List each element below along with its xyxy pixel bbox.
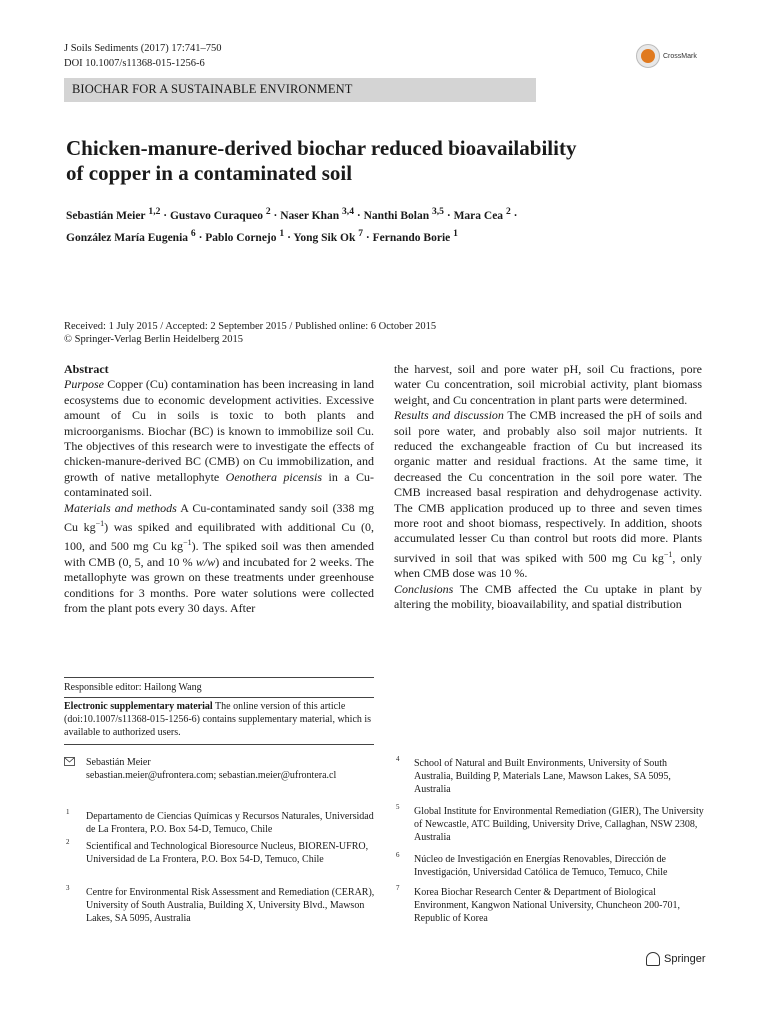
author-affiliation-ref: 2 — [505, 206, 511, 217]
purpose-end: in a Cu-contaminated soil. — [64, 469, 374, 500]
methods-text-a: A Cu-contaminated sandy soil (338 mg Cu kg — [64, 500, 374, 535]
abstract-methods-continued: the harvest, soil and pore water pH, soil Cu fractions, pore water Cu concentration, soil microbial activity, plant biomass weight, and Cu concentration in plant parts were determined. — [394, 362, 702, 407]
abstract-purpose — [64, 377, 374, 500]
author-affiliation-ref: 6 — [190, 227, 196, 239]
esm-text: The online version of this article (doi:10.1007/s11368-015-1256-6) contains supplementary material, which is available to authorized users. — [64, 701, 372, 738]
author-name[interactable]: Fernando Borie — [372, 231, 451, 244]
author-affiliation-ref: 1 — [453, 227, 458, 239]
corresponding-author — [86, 756, 386, 782]
author-name[interactable]: Sebastián Meier — [66, 209, 146, 222]
author-name[interactable]: Yong Sik Ok — [293, 231, 356, 244]
affiliation-number: 3 — [66, 884, 70, 892]
affiliation-number: 1 — [66, 808, 70, 816]
abstract-conclusions — [394, 582, 702, 613]
affiliation-text: Núcleo de Investigación en Energías Renovables, Dirección de Investigación, Universidad Católica de Temuco, Temuco, Chile — [414, 854, 668, 878]
affiliation-number: 7 — [396, 884, 400, 892]
abstract-column-2 — [394, 362, 702, 613]
author-name[interactable]: Pablo Cornejo — [205, 231, 277, 244]
footnote-rule-bottom — [64, 744, 374, 745]
copyright: © Springer-Verlag Berlin Heidelberg 2015 — [64, 334, 244, 345]
affiliation-text: Scientifical and Technological Bioresource Nucleus, BIOREN-UFRO, Universidad de La Frontera, P.O. Box 54-D, Temuco, Chile — [86, 841, 369, 865]
springer-horse-icon — [646, 952, 660, 966]
superscript-minus-one: −1 — [183, 538, 192, 548]
conclusions-label: Conclusions — [394, 581, 454, 596]
footnote-rule-top — [64, 677, 374, 678]
species-name: Oenothera picensis — [225, 469, 323, 484]
publisher-name: Springer — [664, 953, 706, 965]
author-affiliation-ref: 2 — [265, 206, 271, 217]
publisher-logo — [646, 952, 706, 966]
history-dates: Received: 1 July 2015 / Accepted: 2 September 2015 / Published online: 6 October 2015 — [64, 321, 437, 332]
author-affiliation-ref: 3,5 — [431, 206, 444, 217]
author-name[interactable]: Mara Cea — [453, 209, 504, 222]
purpose-label: Purpose — [64, 377, 104, 392]
affiliation-text: Global Institute for Environmental Remediation (GIER), The University of Newcastle, ATC Building, University Drive, Callaghan, NSW 2308, Australia — [414, 806, 704, 843]
author-affiliation-ref: 1,2 — [148, 206, 161, 217]
methods-ww: w/w — [195, 554, 216, 569]
title-line-2: of copper in a contaminated soil — [66, 161, 353, 185]
article-title — [66, 136, 686, 186]
electronic-supplementary-material — [64, 700, 374, 739]
author-affiliation-ref: 7 — [358, 227, 364, 239]
author-line-2: González María Eugenia $^6$ · Pablo Cornejo $^1$ · Yong Sik Ok $^7$ · Fernando Borie $^1$ — [66, 227, 458, 244]
affiliation-number: 4 — [396, 755, 400, 763]
purpose-text: Copper (Cu) contamination has been increasing in land ecosystems due to economic development activities. Excessive amount of Cu in soils is toxic to both plants and microorganisms. Biochar (BC) is known to immobilize soil Cu. The objectives of this research were to investigate the effects of chicken-manure-derived BC (CMB) on Cu immobilization, and growth of native metallophyte — [64, 377, 374, 484]
results-label: Results and discussion — [394, 408, 504, 423]
crossmark-icon — [636, 44, 660, 68]
superscript-minus-one: −1 — [95, 519, 105, 529]
journal-citation: J Soils Sediments (2017) 17:741–750 — [64, 43, 222, 54]
esm-label: Electronic supplementary material — [64, 701, 213, 712]
author-name[interactable]: Nanthi Bolan — [363, 209, 430, 222]
publication-dates — [64, 320, 436, 346]
methods-label: Materials and methods — [64, 500, 177, 515]
affiliation-number: 6 — [396, 851, 400, 859]
crossmark-badge[interactable] — [636, 44, 697, 68]
methods-text-c: ). The spiked soil was then amended with CMB (0, 5, and 10 % — [64, 539, 374, 569]
affiliation-text: Centre for Environmental Risk Assessment and Remediation (CERAR), University of South Australia, Building X, University Blvd., Mawson Lakes, SA 5095, Australia — [86, 887, 375, 924]
corresponding-author-name: Sebastián Meier — [86, 757, 151, 768]
affiliation-text: Departamento de Ciencias Químicas y Recursos Naturales, Universidad de La Frontera, P.O. Box 54-D, Temuco, Chile — [86, 811, 374, 835]
methods-text-b: ) was spiked and equilibrated with additional Cu (0, 100, and 500 mg Cu kg — [64, 520, 374, 554]
author-name[interactable]: Naser Khan — [280, 209, 340, 222]
abstract-heading: Abstract — [64, 362, 109, 376]
author-name[interactable]: González María Eugenia — [66, 231, 189, 244]
affiliation-number: 2 — [66, 838, 70, 846]
author-affiliation-ref: 1 — [279, 227, 285, 239]
results-text-a: The CMB increased the pH of soils and soil pore water, and probably also soil major nutrients. It reduced the exchangeable fraction of Cu but increased its organic matter and residual fractions. At the same time, it decreased the Cu concentration in the soil pore water. The CMB increased basal respiration and dehydrogenase activity. The CMB application produced up to three and seven times more root and shoot biomass, respectively. In addition, shoots accumulated lesser Cu than control but roots did more. Plants survived in soil that was spiked with 500 mg Cu kg — [394, 408, 703, 565]
author-affiliation-ref: 3,4 — [342, 206, 354, 217]
superscript-minus-one: −1 — [663, 549, 673, 559]
corresponding-author-email[interactable]: sebastian.meier@ufrontera.com; sebastian.meier@ufrontera.cl — [86, 770, 337, 781]
author-line-1: Sebastián Meier $^{1,2}$ · Gustavo Curaqueo $^2$ · Naser Khan $^{3,4}$ · Nanthi Bolan $^{3,5}$ · Mara Cea $^2$ · — [66, 206, 518, 222]
author-name[interactable]: Gustavo Curaqueo — [169, 209, 263, 222]
results-text-b: , only when CMB dose was 10 %. — [394, 550, 702, 581]
footnote-rule-middle — [64, 697, 374, 698]
affiliation-text: School of Natural and Built Environments, University of South Australia, Building P, Materials Lane, Mawson Lakes, SA 5095, Australia — [414, 758, 671, 795]
methods-text-d: ) and incubated for 2 weeks. The metallophyte was grown on these treatments under greenhouse conditions for 3 months. Pore water solutions were collected from the plant pots every 30 days. After — [64, 554, 375, 616]
responsible-editor: Responsible editor: Hailong Wang — [64, 682, 202, 693]
doi[interactable]: DOI 10.1007/s11368-015-1256-6 — [64, 58, 205, 69]
conclusions-text: The CMB affected the Cu uptake in plant by altering the mobility, bioavailability, and spatial distribution — [394, 581, 702, 612]
envelope-icon — [64, 757, 75, 770]
abstract-column-1 — [64, 362, 374, 617]
affiliation-number: 5 — [396, 803, 400, 811]
affiliation-text: Korea Biochar Research Center & Department of Biological Environment, Kangwon National University, Chuncheon 200-701, Republic of Korea — [414, 887, 680, 924]
section-banner-text: BIOCHAR FOR A SUSTAINABLE ENVIRONMENT — [72, 82, 353, 96]
crossmark-label: CrossMark — [663, 52, 697, 60]
abstract-results — [394, 408, 702, 581]
section-banner — [64, 78, 536, 102]
author-list — [66, 203, 706, 247]
abstract-methods — [64, 501, 374, 617]
title-line-1: Chicken-manure-derived biochar reduced bioavailability — [66, 136, 577, 160]
